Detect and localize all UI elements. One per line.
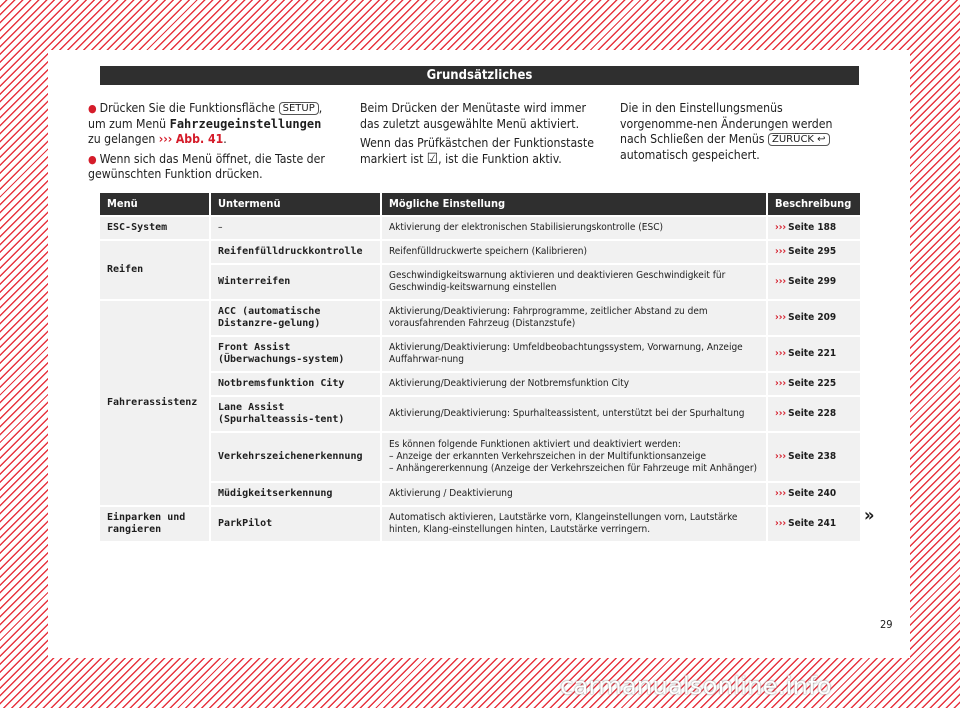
page-reference[interactable]: ››› Seite 209 bbox=[768, 301, 860, 335]
page-reference[interactable]: ››› Seite 188 bbox=[768, 217, 860, 239]
setting-cell: Reifenfülldruckwerte speichern (Kalibrieren) bbox=[382, 241, 768, 263]
instruction-bullet-2: ● Wenn sich das Menü öffnet, die Taste der gewünschten Funktion drücken. bbox=[88, 151, 325, 182]
table-row bbox=[100, 265, 860, 299]
intro-column-3 bbox=[620, 101, 860, 167]
table-row bbox=[100, 373, 860, 395]
page-reference[interactable]: ››› Seite 221 bbox=[768, 337, 860, 371]
submenu-cell: Lane Assist (Spurhalteassis-tent) bbox=[211, 397, 382, 431]
settings-table bbox=[100, 191, 860, 543]
ref-arrow-icon: ››› bbox=[775, 408, 787, 419]
bullet-icon: ● bbox=[88, 102, 97, 115]
ref-arrow-icon: ››› bbox=[775, 348, 787, 359]
ref-arrow-icon: ››› bbox=[775, 488, 787, 499]
menu-name: Fahrzeugeinstellungen bbox=[169, 116, 322, 131]
setting-cell: Aktivierung/Deaktivierung: Spurhalteassistent, unterstützt bei der Spurhaltung bbox=[382, 397, 768, 431]
table-row bbox=[100, 507, 860, 541]
intro-paragraph-3: Die in den Einstellungsmenüs vorgenomme-nen Änderungen werden nach Schließen der Menüs ZURÜCK ↩ automatisch gespeichert. bbox=[620, 101, 833, 162]
figure-reference-link[interactable]: Abb. 41 bbox=[175, 132, 224, 147]
table-row bbox=[100, 397, 860, 431]
submenu-cell: ParkPilot bbox=[211, 507, 382, 541]
checkbox-checked-icon: ☑ bbox=[426, 150, 439, 167]
menu-cell: Fahrerassistenz bbox=[100, 301, 211, 505]
setting-cell: Aktivierung/Deaktivierung: Umfeldbeobachtungssystem, Vorwarnung, Anzeige Auffahrwar-nung bbox=[382, 337, 768, 371]
intro-paragraph-2: Wenn das Prüfkästchen der Funktionstaste markiert ist ☑, ist die Funktion aktiv. bbox=[360, 136, 594, 167]
ref-arrow-icon: ››› bbox=[158, 132, 173, 147]
menu-cell: Einparken und rangieren bbox=[100, 507, 211, 541]
setting-cell: Geschwindigkeitswarnung aktivieren und deaktivieren Geschwindigkeit für Geschwindig-keitswarnung einstellen bbox=[382, 265, 768, 299]
table-row bbox=[100, 217, 860, 239]
submenu-cell: Verkehrszeichenerkennung bbox=[211, 433, 382, 481]
table-row bbox=[100, 483, 860, 505]
page-reference[interactable]: ››› Seite 228 bbox=[768, 397, 860, 431]
watermark-text: carmanualsonline.info bbox=[560, 672, 832, 700]
continue-arrow-icon: » bbox=[864, 505, 875, 526]
column-header-description: Beschreibung bbox=[768, 193, 860, 215]
setting-cell: Aktivierung / Deaktivierung bbox=[382, 483, 768, 505]
table-row bbox=[100, 337, 860, 371]
bullet-icon: ● bbox=[88, 152, 97, 166]
ref-arrow-icon: ››› bbox=[775, 312, 787, 323]
submenu-cell: Winterreifen bbox=[211, 265, 382, 299]
menu-cell: ESC-System bbox=[100, 217, 211, 239]
column-header-submenu: Untermenü bbox=[211, 193, 382, 215]
intro-paragraph-1: Beim Drücken der Menütaste wird immer das zuletzt ausgewählte Menü aktiviert. bbox=[360, 101, 586, 131]
table-row bbox=[100, 241, 860, 263]
submenu-cell: Müdigkeitserkennung bbox=[211, 483, 382, 505]
ref-arrow-icon: ››› bbox=[775, 246, 787, 257]
column-header-setting: Mögliche Einstellung bbox=[382, 193, 768, 215]
submenu-cell: ACC (automatische Distanzre-gelung) bbox=[211, 301, 382, 335]
page-reference[interactable]: ››› Seite 225 bbox=[768, 373, 860, 395]
ref-arrow-icon: ››› bbox=[775, 378, 787, 389]
page-reference[interactable]: ››› Seite 295 bbox=[768, 241, 860, 263]
setting-cell: Aktivierung der elektronischen Stabilisierungskontrolle (ESC) bbox=[382, 217, 768, 239]
setting-cell: Es können folgende Funktionen aktiviert und deaktiviert werden: – Anzeige der erkannten Verkehrszeichen in der Multifunktionsanzeige – Anhängererkennung (Anzeige der Verkehrszeichen für Fahrzeuge mit Anhänger) bbox=[382, 433, 768, 481]
column-header-menu: Menü bbox=[100, 193, 211, 215]
page-reference[interactable]: ››› Seite 241 bbox=[768, 507, 860, 541]
submenu-cell: Reifenfülldruckkontrolle bbox=[211, 241, 382, 263]
submenu-cell: – bbox=[211, 217, 382, 239]
table-header-row bbox=[100, 193, 860, 215]
ref-arrow-icon: ››› bbox=[775, 276, 787, 287]
ref-arrow-icon: ››› bbox=[775, 222, 787, 233]
submenu-cell: Notbremsfunktion City bbox=[211, 373, 382, 395]
intro-column-2 bbox=[360, 101, 605, 171]
setup-key: SETUP bbox=[279, 102, 319, 115]
setting-cell: Automatisch aktivieren, Lautstärke vorn, Klangeinstellungen vorn, Lautstärke hinten, Klang-einstellungen hinten, Lautstärke verringern. bbox=[382, 507, 768, 541]
setting-cell: Aktivierung/Deaktivierung: Fahrprogramme, zeitlicher Abstand zu dem vorausfahrenden Fahrzeug (Distanzstufe) bbox=[382, 301, 768, 335]
setting-cell: Aktivierung/Deaktivierung der Notbremsfunktion City bbox=[382, 373, 768, 395]
page-number: 29 bbox=[880, 618, 893, 631]
page-reference[interactable]: ››› Seite 240 bbox=[768, 483, 860, 505]
page-reference[interactable]: ››› Seite 238 bbox=[768, 433, 860, 481]
table-row bbox=[100, 433, 860, 481]
menu-cell: Reifen bbox=[100, 241, 211, 299]
instruction-bullet-1: ● Drücken Sie die Funktionsfläche SETUP , um zum Menü Fahrzeugeinstellungen zu gelangen ››› Abb. 41. bbox=[88, 101, 323, 147]
back-key: ZURÜCK ↩ bbox=[768, 133, 830, 146]
section-header: Grundsätzliches bbox=[100, 66, 859, 85]
page-reference[interactable]: ››› Seite 299 bbox=[768, 265, 860, 299]
ref-arrow-icon: ››› bbox=[775, 451, 787, 462]
intro-column-1 bbox=[88, 101, 333, 187]
table-row bbox=[100, 301, 860, 335]
submenu-cell: Front Assist (Überwachungs-system) bbox=[211, 337, 382, 371]
ref-arrow-icon: ››› bbox=[775, 518, 787, 529]
